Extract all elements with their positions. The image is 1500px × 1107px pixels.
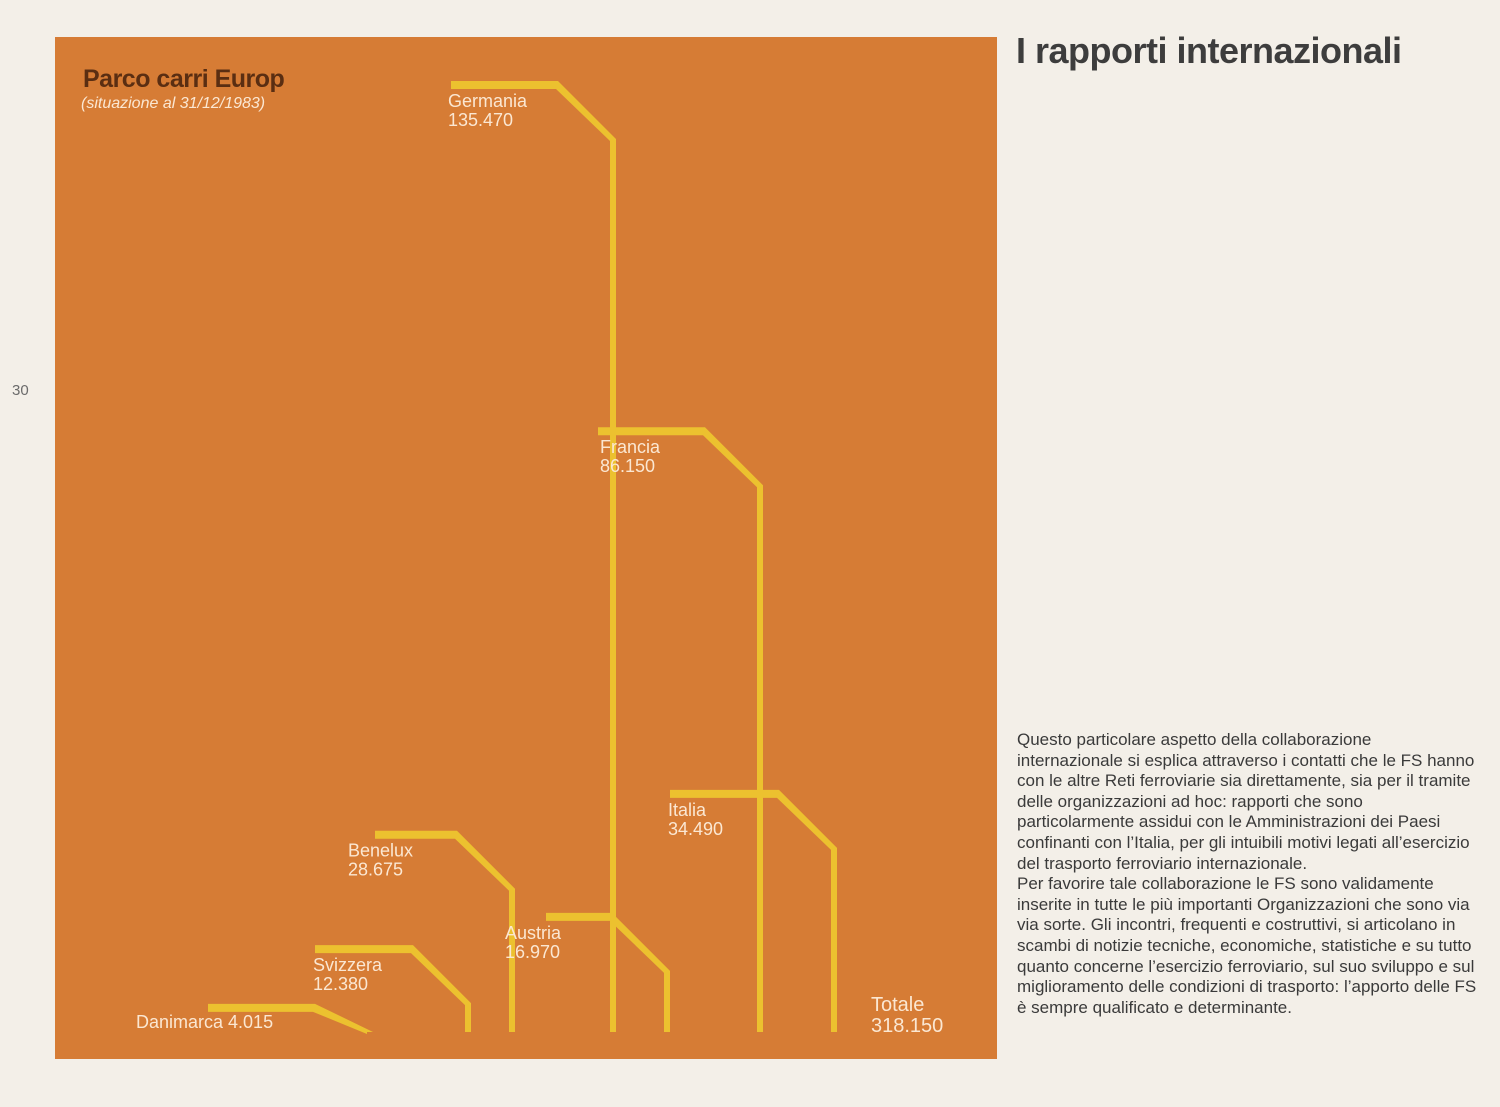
total-value: 318.150 <box>871 1015 944 1037</box>
article-title: I rapporti internazionali <box>1016 30 1402 71</box>
bar-value-germania: 135.470 <box>448 110 514 131</box>
bar-francia <box>598 427 763 1032</box>
bar-germania <box>451 81 616 1032</box>
chart-title: Parco carri Europ <box>83 65 285 93</box>
bar-value-svizzera: 12.380 <box>313 974 369 995</box>
bar-label-benelux: Benelux <box>348 840 414 861</box>
bar-label-danimarca: Danimarca 4.015 <box>136 1011 274 1032</box>
bar-value-austria: 16.970 <box>505 941 561 962</box>
article-paragraph: Questo particolare aspetto della collaborazione internazionale si esplica attraverso i contatti che le FS hanno con le altre Reti ferroviarie sia direttamente, sia per il tramite delle organizzazioni ad hoc: rapporti che sono particolarmente assidui con le Amministrazioni dei Paesi confinanti con l’Italia, per gli intuibili motivi legati all’esercizio del trasporto ferroviario internazionale. <box>1017 730 1475 873</box>
chart-subtitle: (situazione al 31/12/1983) <box>81 95 266 112</box>
bar-label-svizzera: Svizzera <box>313 955 383 976</box>
bar-label-italia: Italia <box>668 799 707 820</box>
page-number: 30 <box>12 382 29 399</box>
article-paragraph: Per favorire tale collaborazione le FS sono validamente inserite in tutte le più importanti Organizzazioni che sono via via sorte. Gli incontri, frequenti e costruttivi, si articolano in scambi di notizie tecniche, economiche, statistiche e su tutto quanto concerne l’esercizio ferroviario, sul suo sviluppo e sul miglioramento delle condizioni di trasporto: l’apporto delle FS è sempre qualificato e determinante. <box>1017 874 1477 1017</box>
chart-plot-area <box>55 37 997 1059</box>
bar-label-francia: Francia <box>600 437 661 458</box>
chart-panel <box>55 37 997 1059</box>
bar-value-italia: 34.490 <box>668 818 724 839</box>
bar-label-germania: Germania <box>448 91 528 112</box>
bar-value-benelux: 28.675 <box>348 859 404 880</box>
article-body <box>1017 730 1479 1018</box>
total-label: Totale <box>871 994 925 1016</box>
bar-value-francia: 86.150 <box>600 456 656 477</box>
bar-label-austria: Austria <box>505 922 562 943</box>
bar-austria <box>546 913 670 1032</box>
